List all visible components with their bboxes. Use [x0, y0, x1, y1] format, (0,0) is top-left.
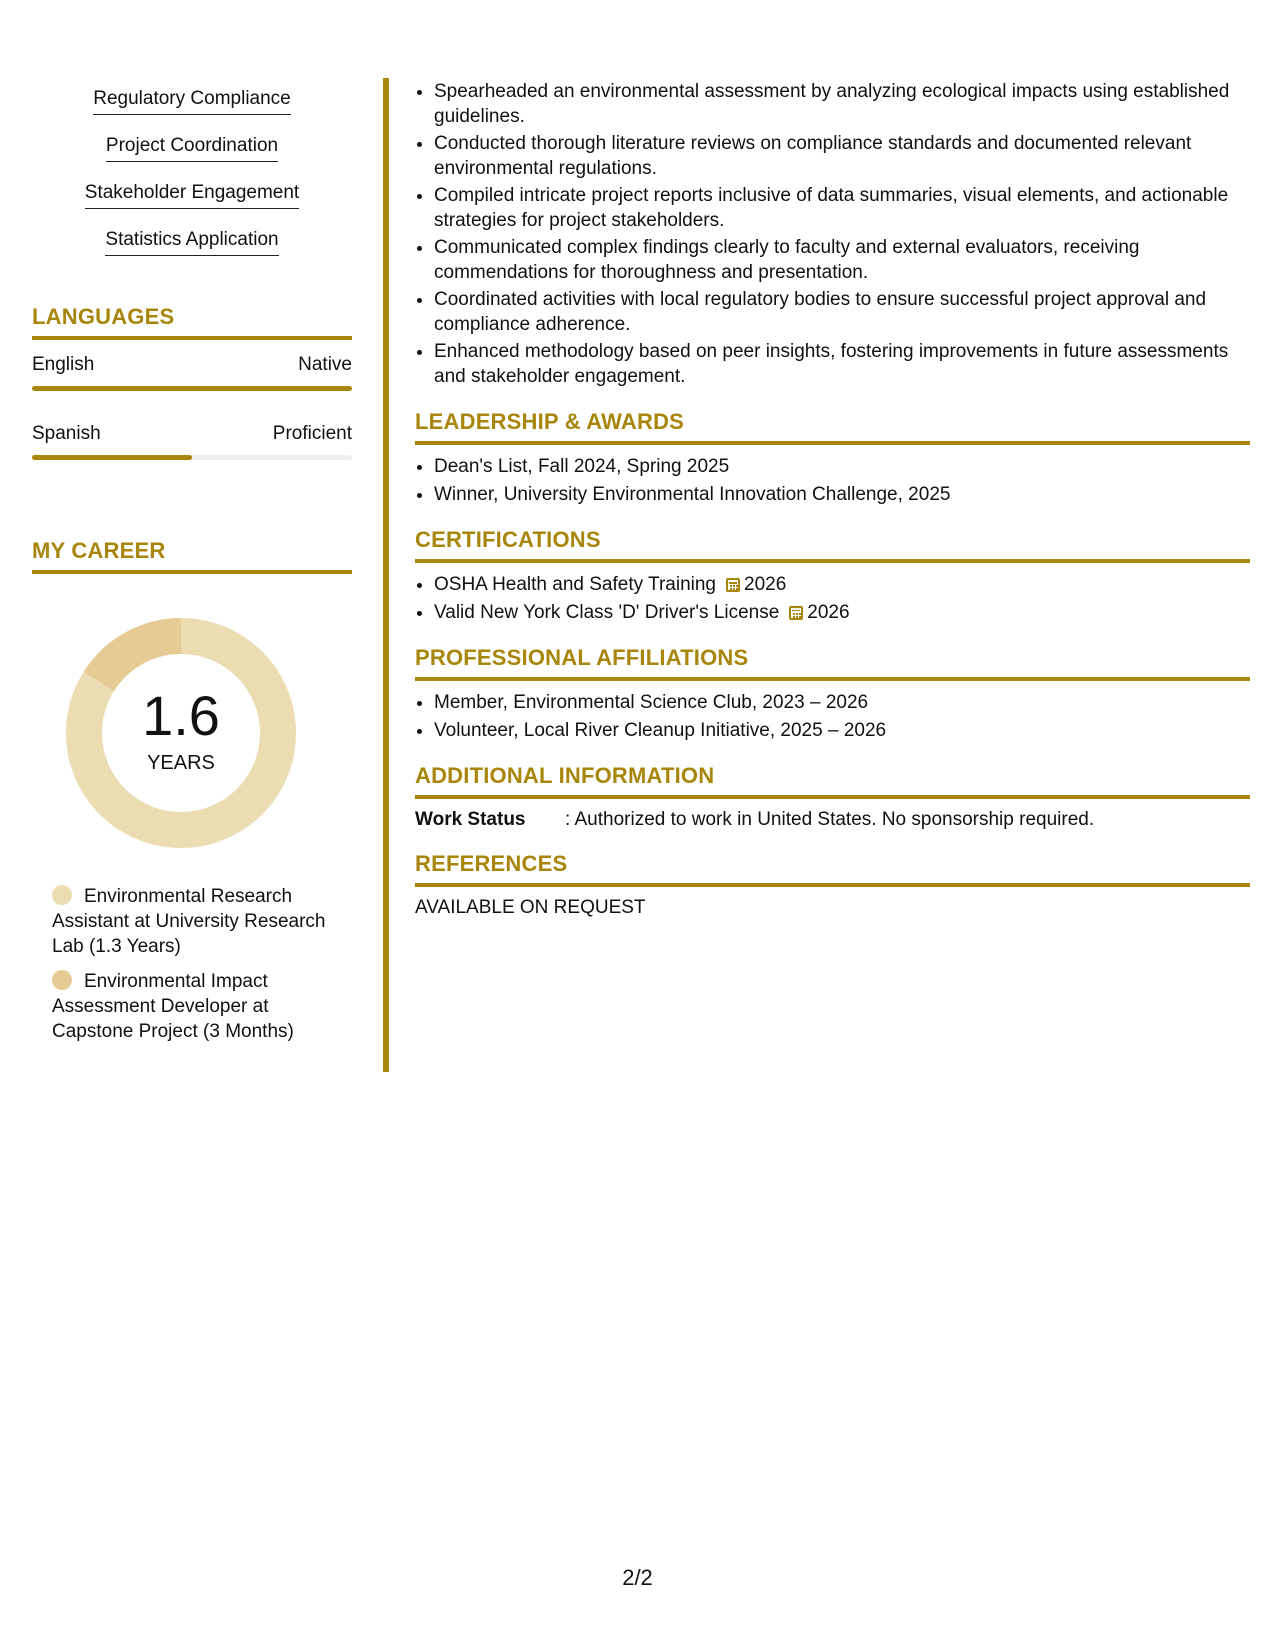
additional-title: ADDITIONAL INFORMATION [415, 763, 1250, 799]
career-donut [66, 618, 296, 848]
skill-item: Regulatory Compliance [32, 88, 352, 115]
language-item [32, 423, 352, 460]
additional-section [415, 763, 1250, 831]
list-item: • Dean's List, Fall 2024, Spring 2025 [434, 455, 1250, 480]
column-divider [383, 78, 389, 1072]
list-item [434, 601, 1250, 626]
language-bar [32, 455, 352, 460]
career-legend-item: Environmental Impact Assessment Developer at Capstone Project (3 Months) [52, 971, 294, 1042]
experience-bullets [415, 80, 1250, 389]
leadership-title: LEADERSHIP & AWARDS [415, 409, 1250, 445]
language-level: Proficient [272, 423, 352, 444]
career-unit: YEARS [147, 752, 215, 774]
legend-dot [52, 885, 72, 905]
list-item: • Winner, University Environmental Innovation Challenge, 2025 [434, 483, 1250, 508]
language-item [32, 354, 352, 391]
certification-name: OSHA Health and Safety Training [434, 574, 716, 595]
work-status-label: Work Status [415, 809, 526, 830]
references-section [415, 851, 1250, 919]
list-item: • Volunteer, Local River Cleanup Initiative, 2025 – 2026 [434, 719, 1250, 744]
certifications-title: CERTIFICATIONS [415, 527, 1250, 563]
sidebar [32, 80, 352, 1054]
list-item: • Enhanced methodology based on peer insights, fostering improvements in future assessments and stakeholder engagement. [434, 340, 1250, 389]
work-status-row [415, 809, 1250, 831]
list-item: • Spearheaded an environmental assessment by analyzing ecological impacts using established guidelines. [434, 80, 1250, 129]
leadership-section [415, 409, 1250, 507]
list-item: • Coordinated activities with local regulatory bodies to ensure successful project approval and compliance adherence. [434, 288, 1250, 337]
calendar-icon [789, 606, 803, 620]
language-name: Spanish [32, 423, 101, 444]
career-total: 1.6 [142, 684, 220, 747]
career-legend-item: Environmental Research Assistant at University Research Lab (1.3 Years) [52, 886, 326, 957]
list-item [434, 573, 1250, 598]
skills-list [32, 88, 352, 256]
language-level: Native [298, 354, 352, 375]
legend-dot [52, 970, 72, 990]
certifications-section [415, 527, 1250, 625]
certification-name: Valid New York Class 'D' Driver's License [434, 601, 780, 623]
skill-item: Statistics Application [32, 229, 352, 256]
language-name: English [32, 354, 95, 375]
list-item: • Conducted thorough literature reviews on compliance standards and documented relevant environmental regulations. [434, 132, 1250, 181]
skill-item: Stakeholder Engagement [32, 182, 352, 209]
languages-title: LANGUAGES [32, 304, 352, 340]
career-legend [32, 884, 352, 1044]
work-status-value: : Authorized to work in United States. No sponsorship required. [565, 809, 1095, 830]
languages-section [32, 304, 352, 460]
main-content [415, 80, 1250, 919]
list-item: • Compiled intricate project reports inclusive of data summaries, visual elements, and actionable strategies for project stakeholders. [434, 184, 1250, 233]
career-title: MY CAREER [32, 538, 352, 574]
certification-year: 2026 [807, 601, 850, 623]
language-bar-fill [32, 455, 192, 460]
language-bar [32, 386, 352, 391]
skill-item: Project Coordination [32, 135, 352, 162]
language-bar-fill [32, 386, 352, 391]
certification-year: 2026 [744, 574, 787, 595]
affiliations-title: PROFESSIONAL AFFILIATIONS [415, 645, 1250, 681]
career-section [32, 538, 352, 1044]
list-item: • Communicated complex findings clearly to faculty and external evaluators, receiving commendations for thoroughness and presentation. [434, 236, 1250, 285]
affiliations-section [415, 645, 1250, 743]
references-title: REFERENCES [415, 851, 1250, 887]
page-number: 2/2 [622, 1565, 653, 1590]
references-text: AVAILABLE ON REQUEST [415, 897, 646, 918]
list-item: • Member, Environmental Science Club, 2023 – 2026 [434, 691, 1250, 716]
calendar-icon [726, 578, 740, 592]
